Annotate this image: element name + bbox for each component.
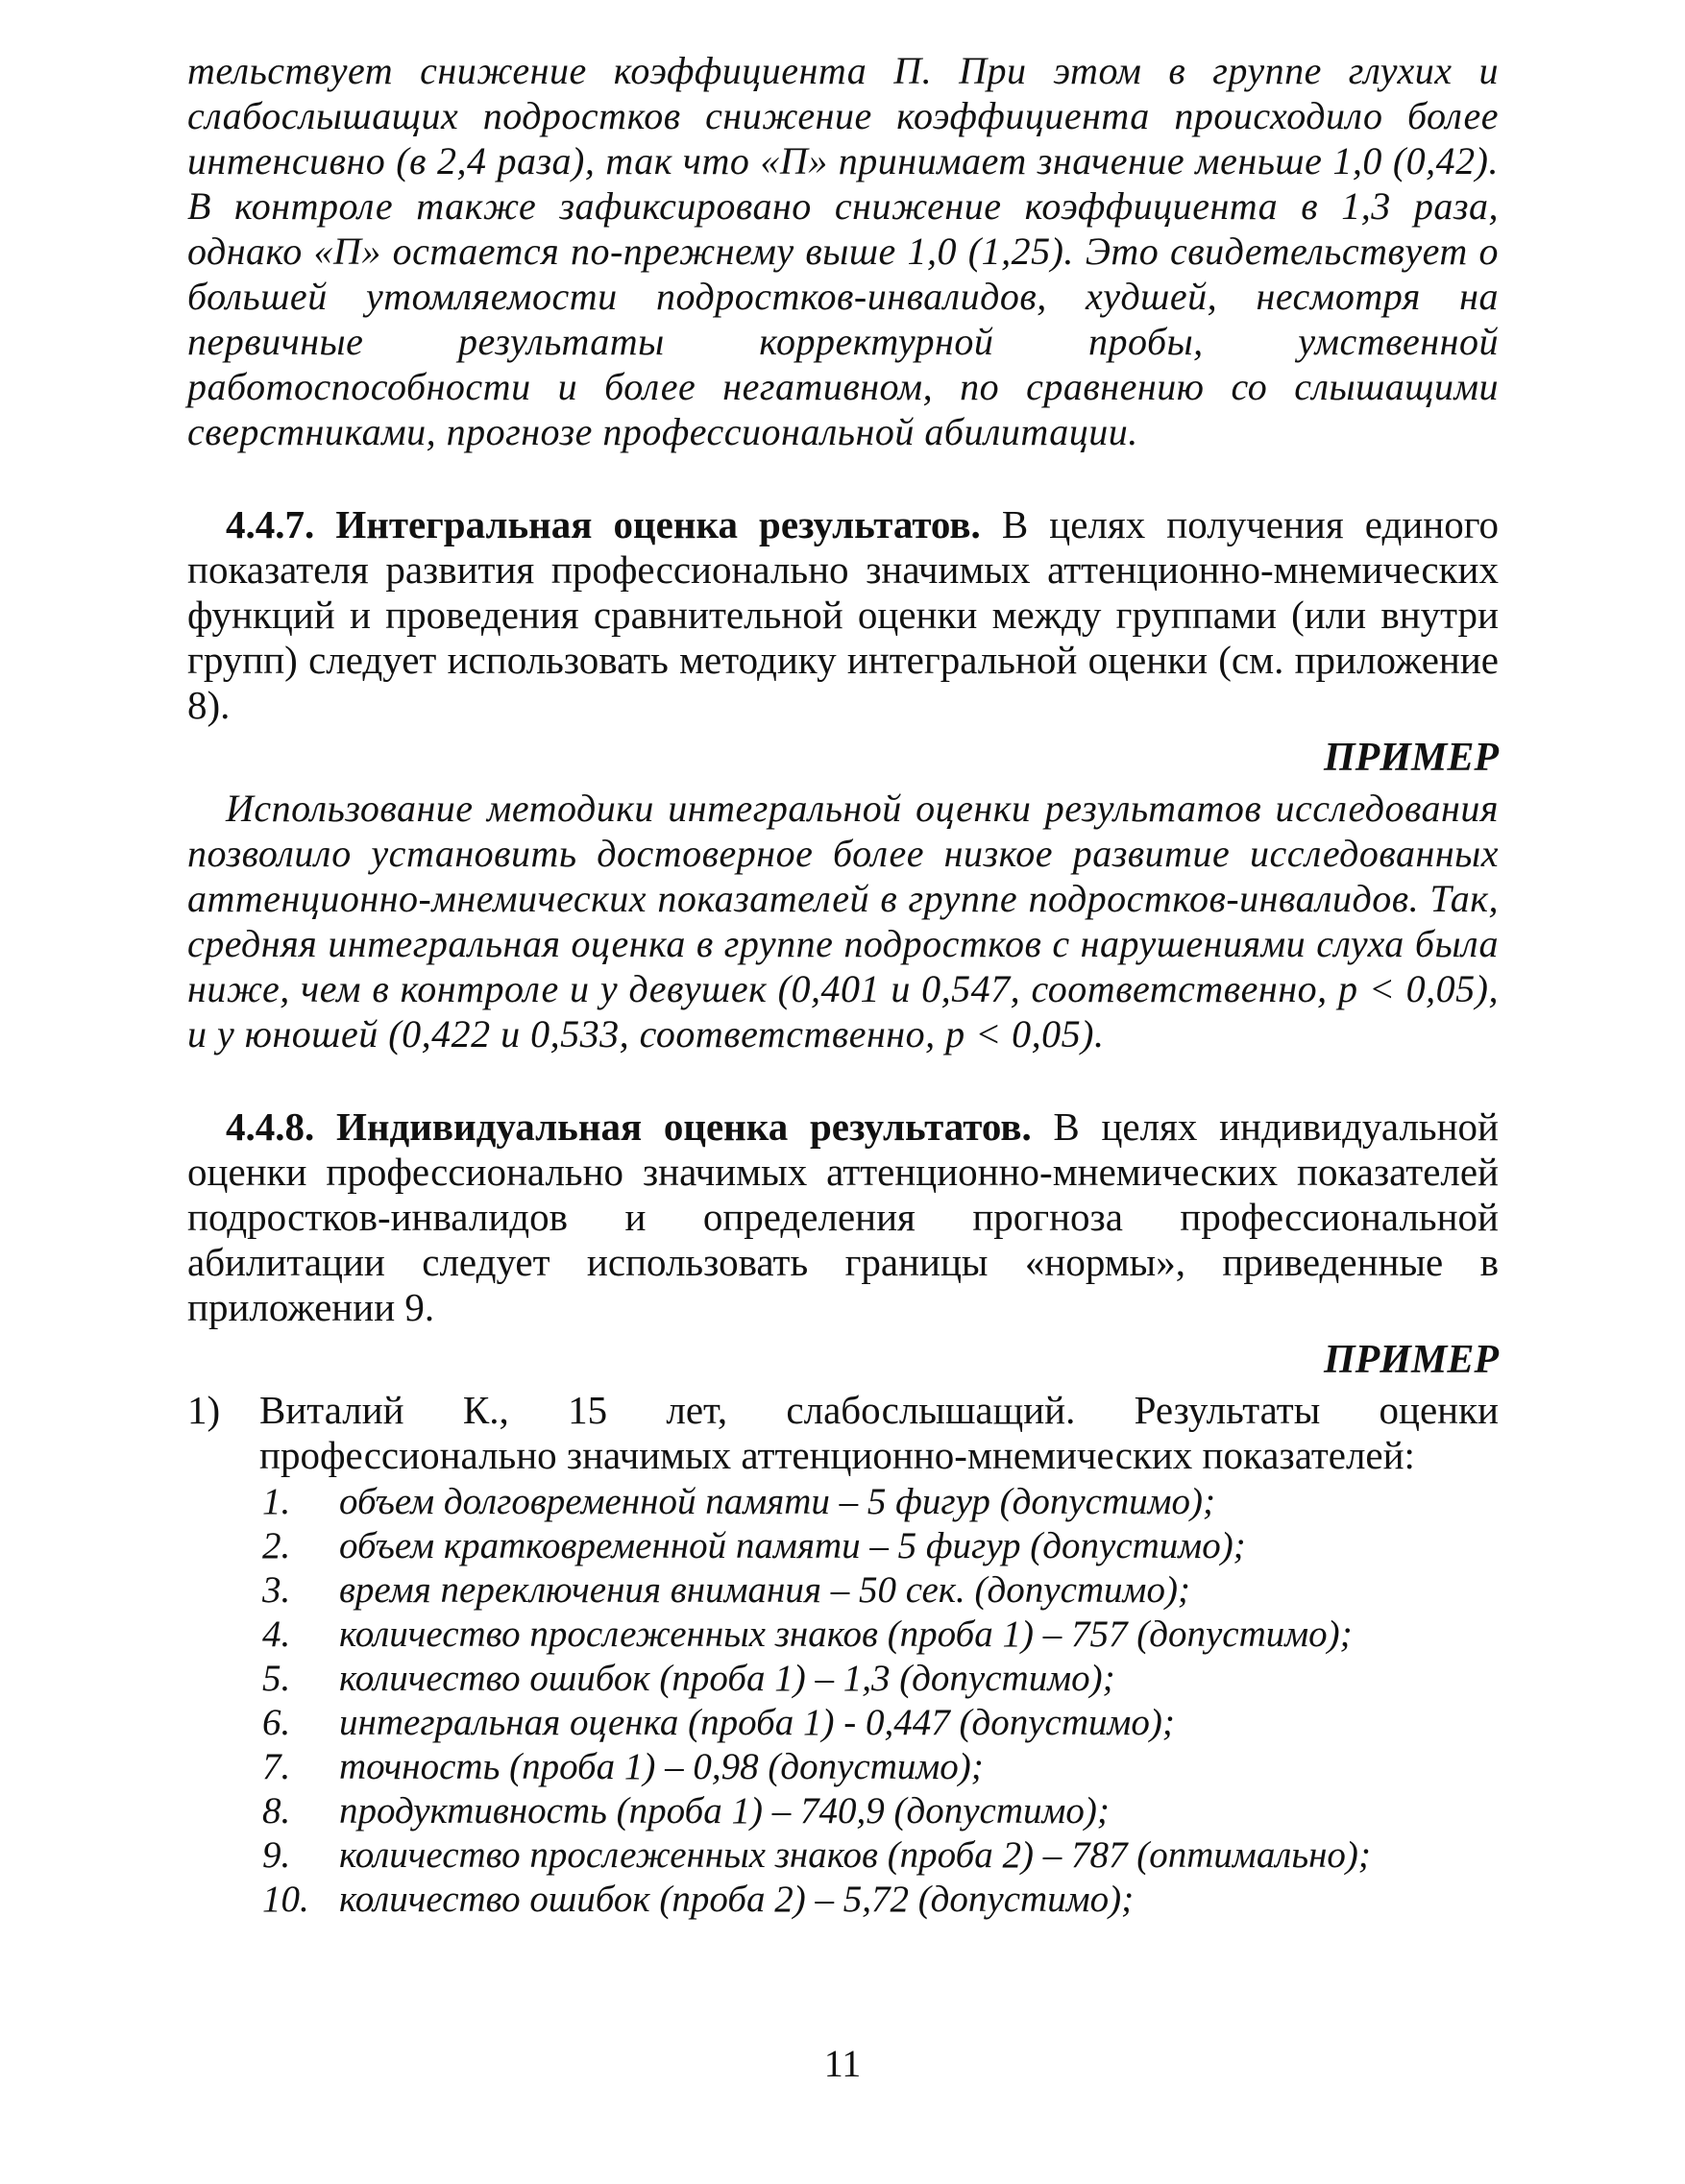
list-item <box>262 1878 1499 1922</box>
example-label: ПРИМЕР <box>1323 1338 1499 1382</box>
list-item-number: 9. <box>262 1834 291 1876</box>
case-number: 1) <box>187 1388 221 1432</box>
section-4-4-8 <box>187 1104 1499 1330</box>
example-paragraph: Использование методики интегральной оценки результатов исследования позволило установить достоверное более низкое развитие исследованных аттенционно-мнемических показателей в группе подростков-инвалидов. Так, средняя интегральная оценка в группе подростков с нарушениями слуха была ниже, чем в контроле и у девушек (0,401 и 0,547, соответственно, p < 0,05), и у юношей (0,422 и 0,533, соответственно, p < 0,05). <box>187 787 1499 1056</box>
list-item-text: количество ошибок (проба 2) – 5,72 (допустимо); <box>339 1879 1135 1920</box>
section-text: В целях получения единого показателя развития профессионально значимых аттенционно-мнемических функций и проведения сравнительной оценки между группами (или внутри групп) следует использовать методику интегральной оценки (см. приложение 8). <box>187 502 1499 727</box>
example-label: ПРИМЕР <box>1323 736 1499 780</box>
list-item <box>262 1524 1499 1568</box>
section-heading: 4.4.7. Интегральная оценка результатов. <box>226 502 981 546</box>
document-page <box>187 48 1499 1922</box>
list-item-text: количество прослеженных знаков (проба 1) – 757 (допустимо); <box>339 1614 1353 1655</box>
list-item-number: 2. <box>262 1525 291 1566</box>
list-item <box>262 1613 1499 1657</box>
case-item <box>187 1388 1499 1478</box>
list-item <box>262 1833 1499 1878</box>
page-number: 11 <box>823 2042 862 2085</box>
section-heading: 4.4.8. Индивидуальная оценка результатов. <box>226 1104 1032 1149</box>
list-item-text: интегральная оценка (проба 1) - 0,447 (допустимо); <box>339 1702 1175 1743</box>
list-item-number: 4. <box>262 1614 291 1655</box>
list-item-text: количество ошибок (проба 1) – 1,3 (допустимо); <box>339 1658 1115 1699</box>
list-item-number: 5. <box>262 1658 291 1699</box>
list-item <box>262 1745 1499 1789</box>
list-item-number: 3. <box>262 1569 291 1611</box>
list-item <box>262 1701 1499 1745</box>
section-4-4-7 <box>187 502 1499 728</box>
list-item-number: 1. <box>262 1481 291 1522</box>
list-item <box>262 1657 1499 1701</box>
list-item <box>262 1480 1499 1524</box>
list-item-text: время переключения внимания – 50 сек. (допустимо); <box>339 1569 1190 1611</box>
list-item <box>262 1789 1499 1833</box>
list-item <box>262 1568 1499 1613</box>
list-item-text: объем кратковременной памяти – 5 фигур (допустимо); <box>339 1525 1246 1566</box>
list-item-number: 8. <box>262 1790 291 1832</box>
list-item-text: точность (проба 1) – 0,98 (допустимо); <box>339 1746 984 1787</box>
list-item-text: объем долговременной памяти – 5 фигур (допустимо); <box>339 1481 1215 1522</box>
metrics-list <box>187 1480 1499 1922</box>
list-item-number: 7. <box>262 1746 291 1787</box>
list-item-number: 10. <box>262 1879 309 1920</box>
case-text: Виталий К., 15 лет, слабослышащий. Результаты оценки профессионально значимых аттенционно-мнемических показателей: <box>259 1388 1499 1477</box>
list-item-text: продуктивность (проба 1) – 740,9 (допустимо); <box>339 1790 1110 1832</box>
list-item-number: 6. <box>262 1702 291 1743</box>
section-text: В целях индивидуальной оценки профессионально значимых аттенционно-мнемических показателей подростков-инвалидов и определения прогноза профессиональной абилитации следует использовать границы «нормы», приведенные в приложении 9. <box>187 1104 1499 1329</box>
continued-paragraph: тельствует снижение коэффициента П. При этом в группе глухих и слабослышащих подростков снижение коэффициента происходило более интенсивно (в 2,4 раза), так что «П» принимает значение меньше 1,0 (0,42). В контроле также зафиксировано снижение коэффициента в 1,3 раза, однако «П» остается по-прежнему выше 1,0 (1,25). Это свидетельствует о большей утомляемости подростков-инвалидов, худшей, несмотря на первичные результаты корректурной пробы, умственной работоспособности и более негативном, по сравнению со слышащими сверстниками, прогнозе профессиональной абилитации. <box>187 49 1499 453</box>
list-item-text: количество прослеженных знаков (проба 2) – 787 (оптимально); <box>339 1834 1371 1876</box>
